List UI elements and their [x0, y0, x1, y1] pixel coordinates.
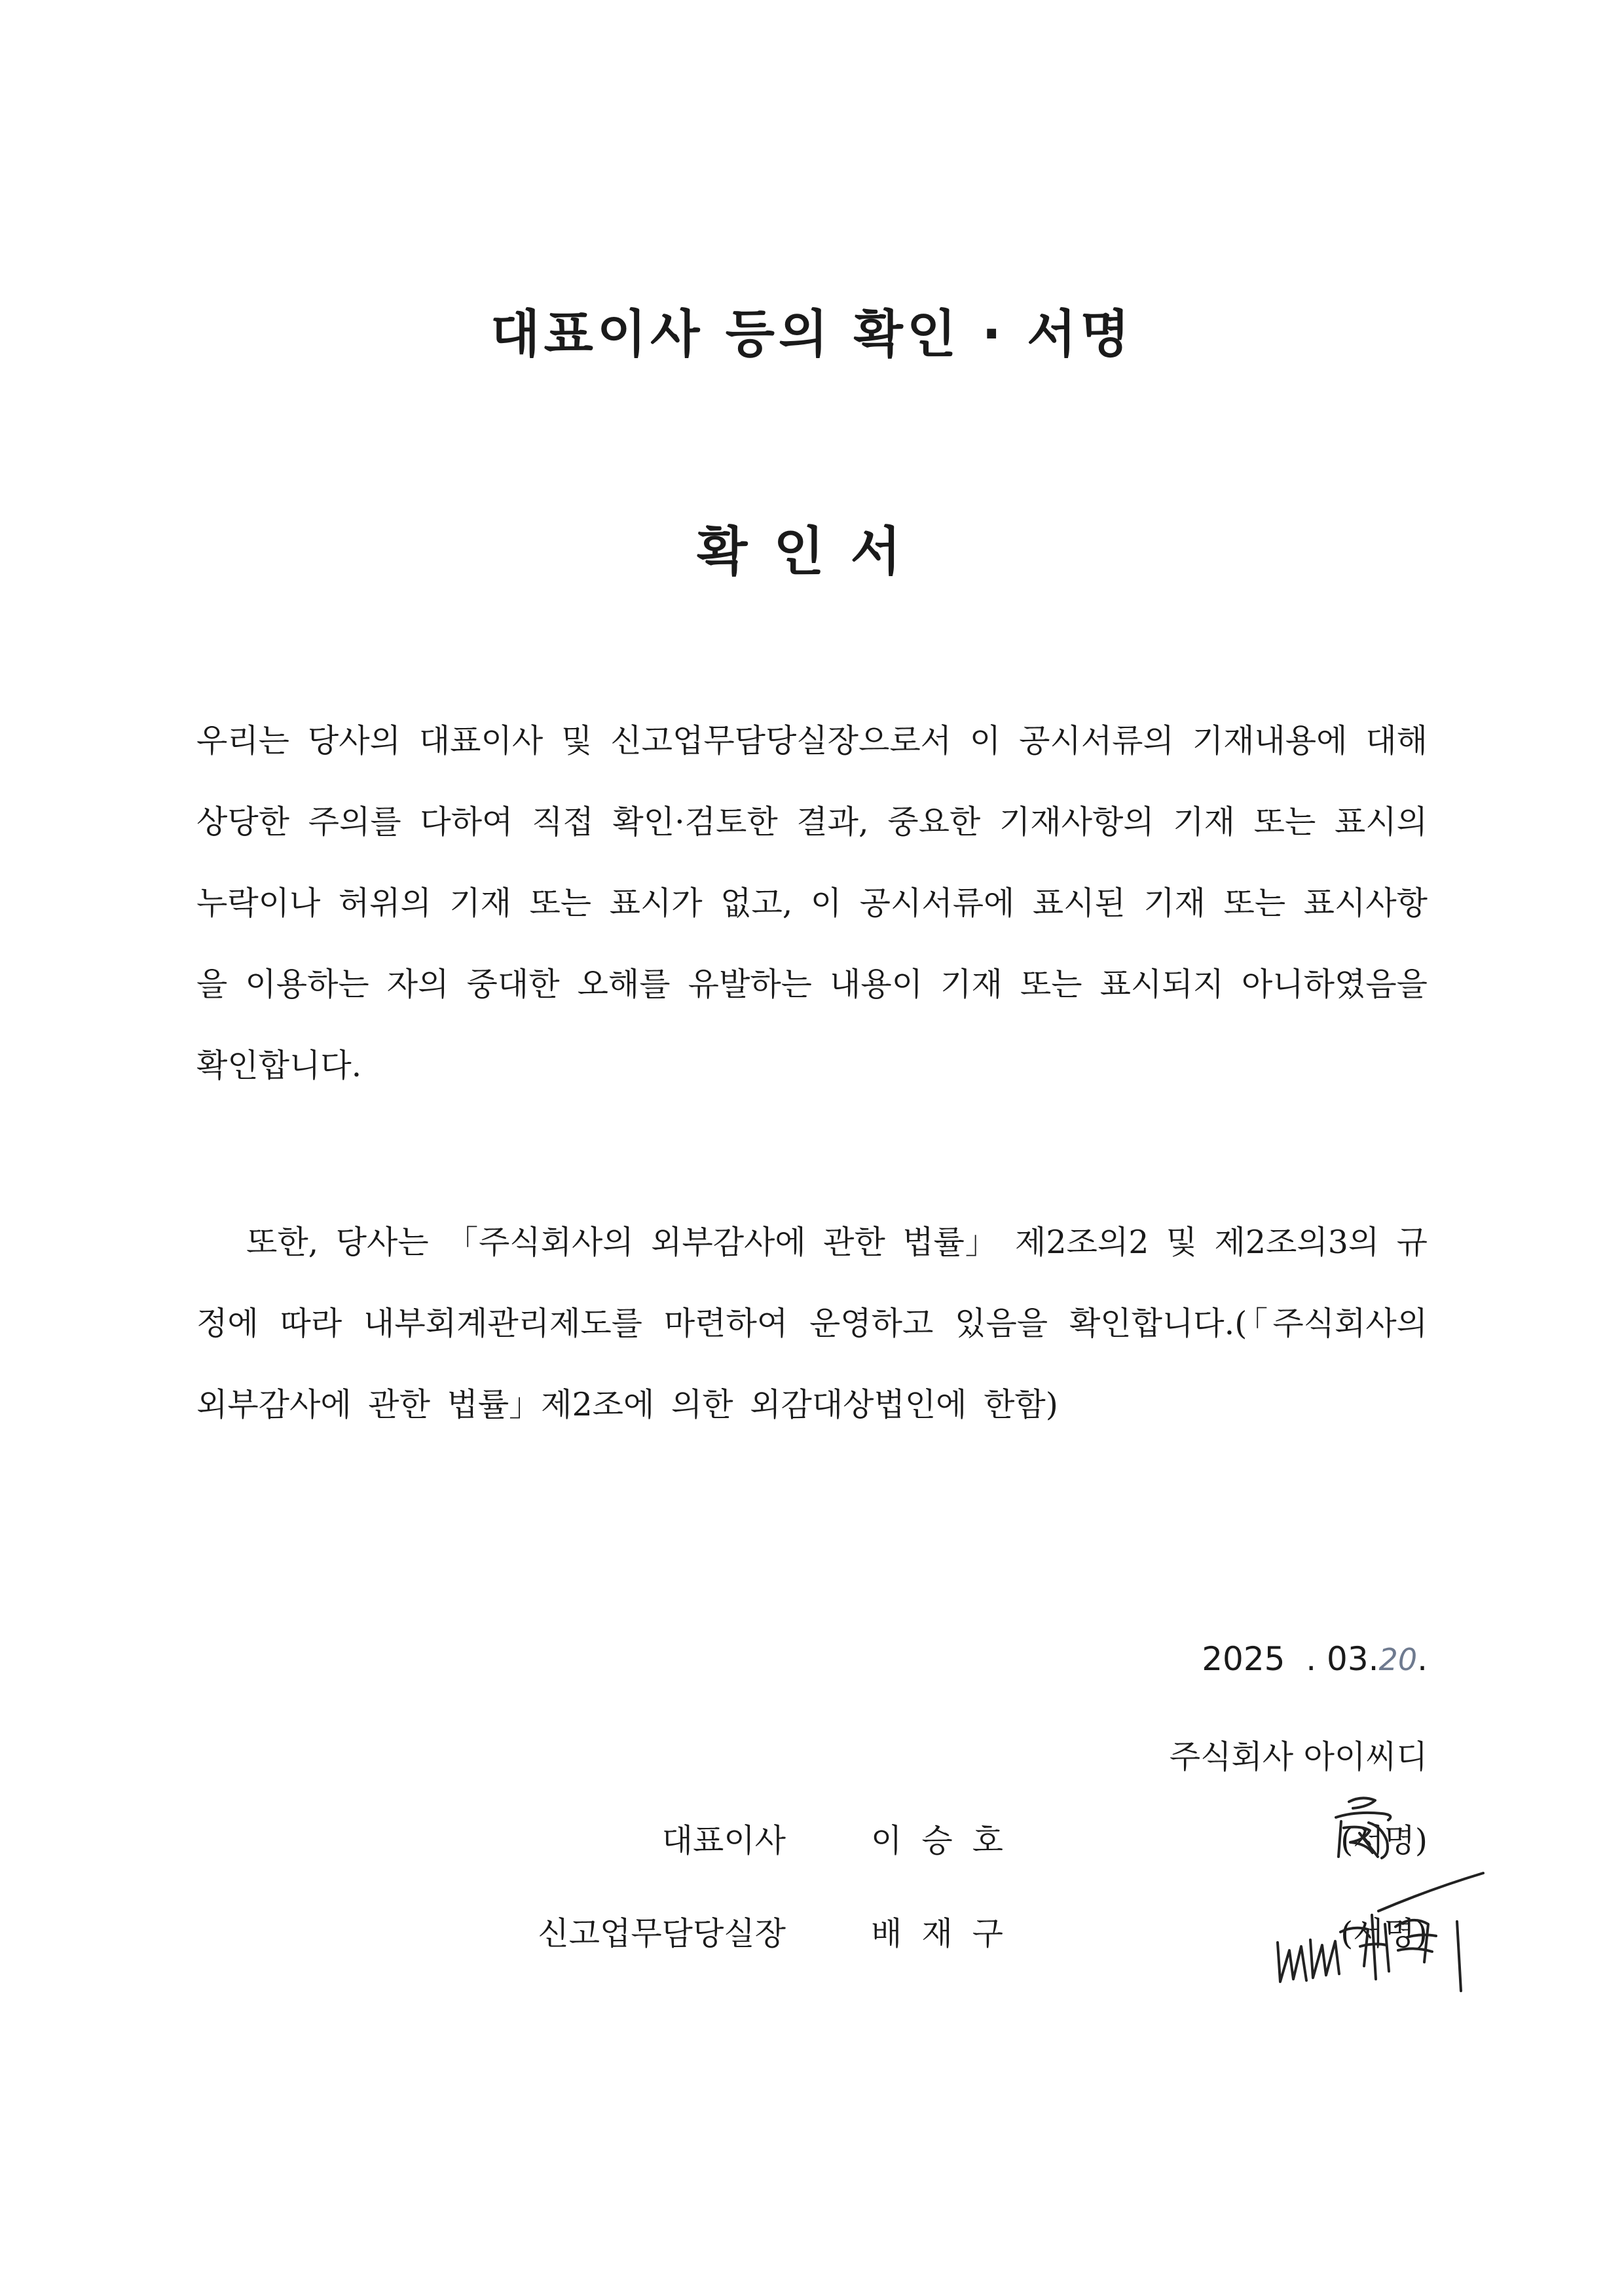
date-day-handwritten: 20 [1378, 1642, 1418, 1677]
date-end: . [1417, 1640, 1428, 1678]
date-line [1202, 1640, 1428, 1678]
signer-name: 배재구 [871, 1915, 1024, 1952]
sign-label: (서명) [1340, 1822, 1428, 1859]
page-title: 대표이사 등의 확인 · 서명 [490, 305, 1134, 364]
internal-control-paragraph: 또한, 당사는 「주식회사의 외부감사에 관한 법률」 제2조의2 및 제2조의3의 규정에 따라 내부회계관리제도를 마련하여 운영하고 있음을 확인합니다.(「주식회사의 외부감사에 관한 법률」제2조에 의한 외감대상법인에 한함) [196, 1224, 1428, 1423]
signer-title: 대표이사 [661, 1822, 786, 1859]
company-name: 주식회사 아이씨디 [1169, 1738, 1428, 1776]
signer-row-disclosure-officer [511, 1908, 1428, 1954]
confirmation-paragraph: 우리는 당사의 대표이사 및 신고업무담당실장으로서 이 공시서류의 기재내용에 대해 상당한 주의를 다하여 직접 확인·검토한 결과, 중요한 기재사항의 기재 또는 표시의 누락이나 허위의 기재 또는 표시가 없고, 이 공시서류에 표시된 기재 또는 표시사항을 이용하는 자의 중대한 오해를 유발하는 내용이 기재 또는 표시되지 아니하였음을 확인합니다. [196, 722, 1428, 1084]
signer-row-ceo [511, 1815, 1428, 1861]
signer-name: 이승호 [871, 1822, 1024, 1859]
date-printed: 2025 . 03. [1202, 1640, 1379, 1678]
signer-title: 신고업무담당실장 [538, 1915, 786, 1952]
sign-label: (서명) [1340, 1915, 1428, 1952]
document-subtitle: 확인서 [697, 521, 927, 582]
